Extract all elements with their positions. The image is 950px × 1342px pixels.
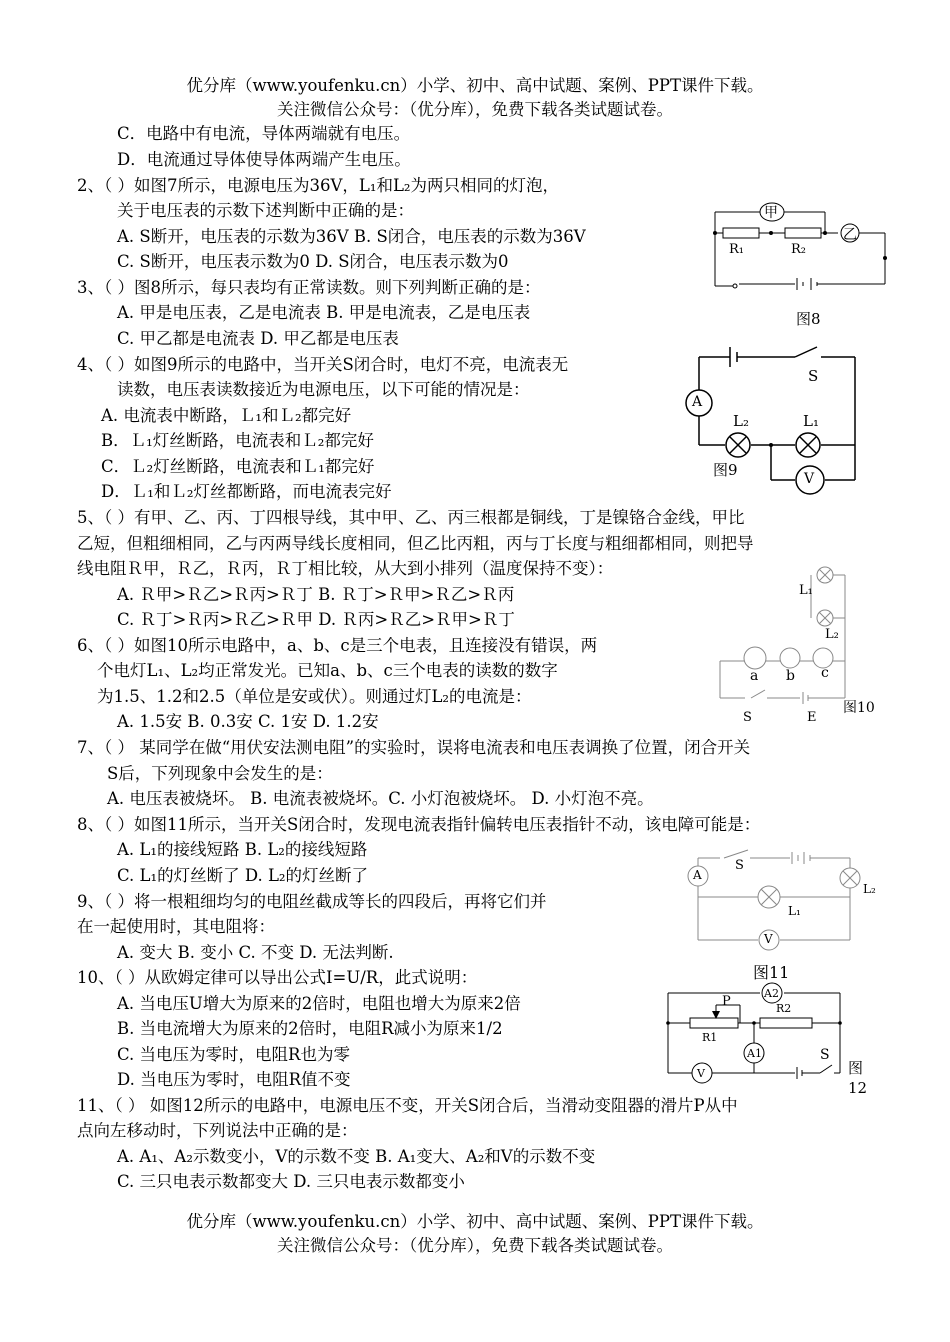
fig11-l2-label: L₂ bbox=[863, 882, 876, 896]
footer-line-1: 优分库（www.youfenku.cn）小学、初中、高中试题、案例、PPT课件下载。 bbox=[186, 1212, 764, 1231]
fig10-switch-label: S bbox=[743, 710, 752, 725]
q2-options-ab: A. S断开，电压表的示数为36V B. S闭合，电压表的示数为36V bbox=[117, 227, 586, 246]
q11-stem: 11、（ ） 如图12所示的电路中，电源电压不变，开关S闭合后，当滑动变阻器的滑片P从中 bbox=[77, 1096, 738, 1115]
fig11-ammeter-label: A bbox=[693, 868, 702, 882]
figure-11-circuit bbox=[680, 840, 880, 960]
q8-options-cd: C. L₁的灯丝断了 D. L₂的灯丝断了 bbox=[117, 866, 369, 885]
fig12-slider-label: P bbox=[722, 994, 731, 1009]
q10-option-a: A. 当电压U增大为原来的2倍时，电阻也增大为原来2倍 bbox=[117, 994, 521, 1013]
q9-options: A. 变大 B. 变小 C. 不变 D. 无法判断. bbox=[117, 943, 394, 962]
q4-stem: 4、（ ）如图9所示的电路中，当开关S闭合时，电灯不亮，电流表无 bbox=[77, 355, 569, 374]
fig12-a1-label: A1 bbox=[747, 1047, 762, 1060]
q4-option-c: C．Ｌ₂灯丝断路，电流表和Ｌ₁都完好 bbox=[101, 457, 375, 476]
fig9-ammeter-label: A bbox=[692, 394, 703, 410]
header-line-1: 优分库（www.youfenku.cn）小学、初中、高中试题、案例、PPT课件下载。 bbox=[186, 76, 764, 95]
figure-8 bbox=[705, 198, 895, 328]
q6-stem-3: 为1.5、1.2和2.5（单位是安或伏）。则通过灯L₂的电流是： bbox=[97, 687, 532, 706]
q5-stem-3: 线电阻Ｒ甲，Ｒ乙，Ｒ丙，Ｒ丁相比较，从大到小排列（温度保持不变）： bbox=[77, 559, 614, 578]
q2-stem: 2、（ ）如图7所示，电源电压为36V，L₁和L₂为两只相同的灯泡， bbox=[77, 176, 560, 195]
fig10-l2-label: L₂ bbox=[825, 627, 839, 642]
q4-option-a: A. 电流表中断路，Ｌ₁和Ｌ₂都完好 bbox=[101, 406, 352, 425]
q6-stem-2: 个电灯L₁、L₂均正常发光。已知a、b、c三个电表的读数的数字 bbox=[97, 661, 558, 680]
fig12-r2-label: R2 bbox=[776, 1002, 792, 1015]
q10-option-b: B. 当电流增大为原来的2倍时，电阻R减小为原来1/2 bbox=[117, 1019, 503, 1038]
header-line-2: 关注微信公众号：（优分库），免费下载各类试题试卷。 bbox=[277, 100, 673, 119]
figure-12-circuit bbox=[660, 985, 850, 1085]
fig9-l1-label: L₁ bbox=[803, 412, 819, 430]
fig8-meter-jia: 甲 bbox=[764, 205, 778, 221]
q7-stem: 7、（ ） 某同学在做“用伏安法测电阻”的实验时，误将电流表和电压表调换了位置，闭合开关 bbox=[77, 738, 751, 757]
q5-stem-2: 乙短，但粗细相同，乙与丙两导线长度相同，但乙比丙粗，丙与丁长度与粗细都相同，则把导 bbox=[77, 534, 754, 553]
figure-10 bbox=[715, 563, 885, 733]
q8-options-ab: A. L₁的接线短路 B. L₂的接线短路 bbox=[117, 840, 368, 859]
q4-stem-2: 读数，电压表读数接近为电源电压，以下可能的情况是： bbox=[117, 380, 530, 399]
fig9-voltmeter-label: V bbox=[804, 471, 815, 487]
fig10-meter-b: b bbox=[786, 668, 795, 684]
fig12-voltmeter-label: V bbox=[697, 1067, 705, 1080]
fig12-switch-label: S bbox=[820, 1047, 830, 1063]
q6-options: A. 1.5安 B. 0.3安 C. 1安 D. 1.2安 bbox=[117, 712, 379, 731]
q7-options: A. 电压表被烧坏。 B. 电流表被烧坏。C. 小灯泡被烧坏。 D. 小灯泡不亮。 bbox=[107, 789, 654, 808]
figure-12 bbox=[660, 985, 875, 1100]
fig12-r1-label: R1 bbox=[702, 1031, 718, 1044]
q10-stem: 10、（ ）从欧姆定律可以导出公式I=U/R，此式说明： bbox=[77, 968, 478, 987]
fig11-caption: 图11 bbox=[753, 963, 790, 982]
q6-stem: 6、（ ）如图10所示电路中，a、b、c是三个电表，且连接没有错误，两 bbox=[77, 636, 598, 655]
figure-9 bbox=[685, 345, 875, 495]
footer-line-2: 关注微信公众号：（优分库），免费下载各类试题试卷。 bbox=[277, 1236, 673, 1255]
q4-option-d: D．Ｌ₁和Ｌ₂灯丝都断路，而电流表完好 bbox=[101, 482, 392, 501]
fig8-r2-label: R₂ bbox=[791, 242, 806, 257]
figure-11 bbox=[680, 840, 880, 985]
fig10-l1-label: L₁ bbox=[799, 583, 813, 598]
fig8-meter-yi: 乙 bbox=[843, 227, 857, 243]
q3-stem: 3、（ ）图8所示，每只表均有正常读数。则下列判断正确的是： bbox=[77, 278, 541, 297]
fig12-a2-label: A2 bbox=[764, 987, 779, 1000]
q11-stem-2: 点向左移动时，下列说法中正确的是： bbox=[77, 1121, 358, 1140]
q1-option-c: C．电路中有电流，导体两端就有电压。 bbox=[117, 124, 411, 143]
q10-option-c: C. 当电压为零时，电阻R也为零 bbox=[117, 1045, 350, 1064]
q2-stem-2: 关于电压表的示数下述判断中正确的是： bbox=[117, 201, 414, 220]
fig12-caption-2: 12 bbox=[848, 1079, 868, 1097]
q9-stem: 9、（ ）将一根粗细均匀的电阻丝截成等长的四段后，再将它们并 bbox=[77, 892, 547, 911]
q2-options-cd: C. S断开，电压表示数为0 D. S闭合，电压表示数为0 bbox=[117, 252, 509, 271]
q3-options-ab: A. 甲是电压表，乙是电流表 B. 甲是电流表，乙是电压表 bbox=[117, 303, 531, 322]
q5-options-ab: A. Ｒ甲>Ｒ乙>Ｒ丙>Ｒ丁 B. Ｒ丁>Ｒ甲>Ｒ乙>Ｒ丙 bbox=[117, 585, 515, 604]
fig8-r1-label: R₁ bbox=[729, 242, 744, 257]
q8-stem: 8、（ ）如图11所示，当开关S闭合时，发现电流表指针偏转电压表指针不动，该电障可能是： bbox=[77, 815, 761, 834]
fig10-source-label: E bbox=[807, 710, 817, 725]
q10-option-d: D. 当电压为零时，电阻R值不变 bbox=[117, 1070, 351, 1089]
fig9-caption: 图9 bbox=[713, 461, 738, 479]
q11-options-cd: C. 三只电表示数都变大 D. 三只电表示数都变小 bbox=[117, 1172, 465, 1191]
fig11-l1-label: L₁ bbox=[788, 904, 801, 918]
fig10-meter-a: a bbox=[750, 668, 759, 684]
q1-option-d: D．电流通过导体使导体两端产生电压。 bbox=[117, 150, 411, 169]
q5-stem: 5、（ ）有甲、乙、丙、丁四根导线，其中甲、乙、丙三根都是铜线，丁是镍铬合金线，甲比 bbox=[77, 508, 745, 527]
fig11-switch-label: S bbox=[735, 858, 744, 873]
q7-stem-2: S后，下列现象中会发生的是： bbox=[107, 764, 333, 783]
fig11-voltmeter-label: V bbox=[764, 932, 773, 946]
fig9-switch-label: S bbox=[808, 367, 819, 385]
fig8-caption: 图8 bbox=[796, 310, 821, 328]
q11-options-ab: A. A₁、A₂示数变小，V的示数不变 B. A₁变大、A₂和V的示数不变 bbox=[117, 1147, 596, 1166]
fig10-meter-c: c bbox=[821, 665, 829, 681]
fig10-caption: 图10 bbox=[843, 700, 875, 716]
q4-option-b: B．Ｌ₁灯丝断路，电流表和Ｌ₂都完好 bbox=[101, 431, 374, 450]
q3-options-cd: C. 甲乙都是电流表 D. 甲乙都是电压表 bbox=[117, 329, 399, 348]
q9-stem-2: 在一起使用时，其电阻将： bbox=[77, 917, 275, 936]
fig9-l2-label: L₂ bbox=[733, 412, 749, 430]
figure-10-circuit bbox=[715, 563, 865, 713]
q5-options-cd: C. Ｒ丁>Ｒ丙>Ｒ乙>Ｒ甲 D. Ｒ丙>Ｒ乙>Ｒ甲>Ｒ丁 bbox=[117, 610, 515, 629]
fig12-caption-1: 图 bbox=[848, 1059, 864, 1077]
